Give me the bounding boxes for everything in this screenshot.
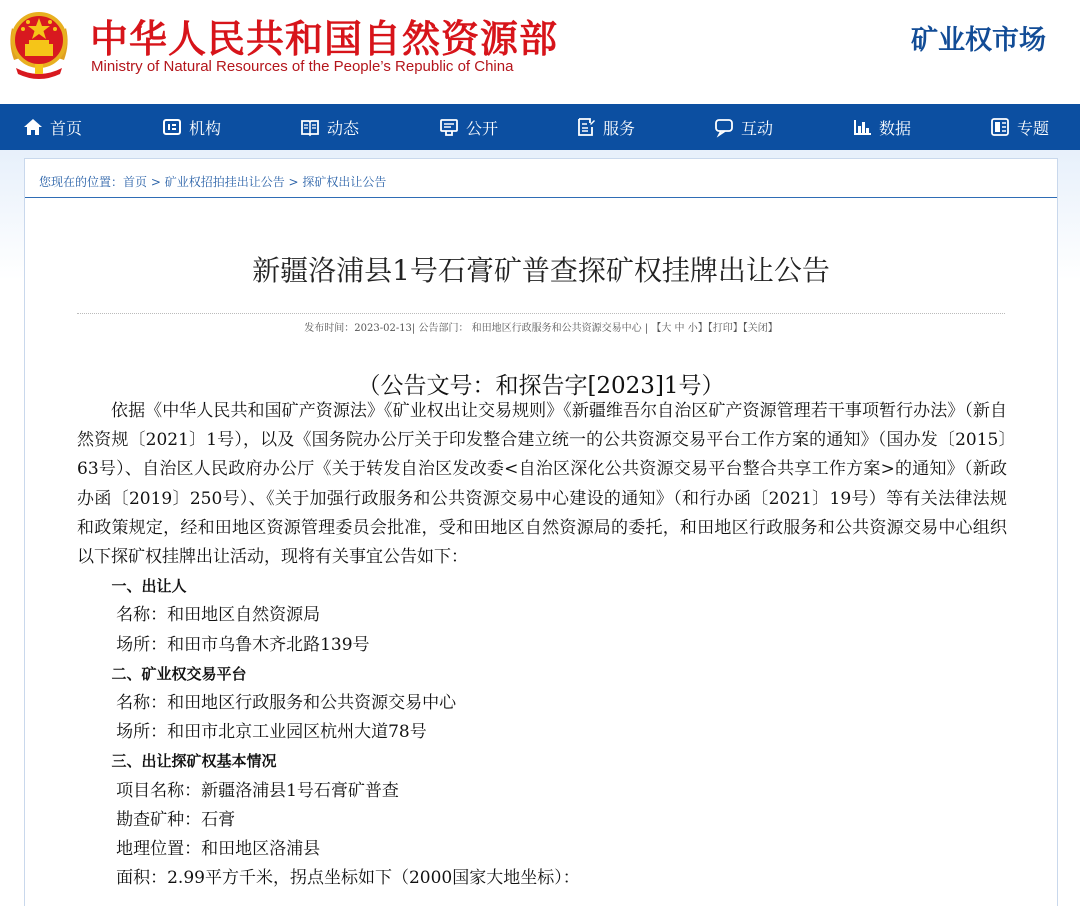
breadcrumb-prefix: 您现在的位置： bbox=[39, 175, 124, 189]
section-heading-transferor: 一、出让人 bbox=[111, 577, 187, 596]
geographic-location: 地理位置：和田地区洛浦县 bbox=[116, 839, 321, 860]
breadcrumb-separator: > bbox=[284, 175, 303, 189]
nav-item-disclosure[interactable] bbox=[438, 104, 498, 150]
transferor-address: 场所：和田市乌鲁木齐北路139号 bbox=[116, 634, 370, 655]
breadcrumb-home-link[interactable]: 首页 bbox=[123, 175, 148, 189]
project-name: 项目名称：新疆洛浦县1号石膏矿普查 bbox=[116, 780, 399, 801]
nav-item-service[interactable] bbox=[575, 104, 635, 150]
nav-label: 公开 bbox=[466, 118, 499, 138]
chart-icon bbox=[851, 116, 873, 138]
breadcrumb-divider bbox=[25, 197, 1057, 198]
breadcrumb bbox=[39, 173, 386, 190]
mining-rights-market-title[interactable]: 矿业权市场 bbox=[911, 25, 1046, 56]
mineral-type: 勘查矿种：石膏 bbox=[116, 809, 236, 830]
intro-paragraph: 依据《中华人民共和国矿产资源法》《矿业权出让交易规则》《新疆维吾尔自治区矿产资源管理若干事项暂行办法》（新自然资规〔2021〕1号），以及《国务院办公厅关于印发整合建立统一的公共资源交易平台工作方案的通知》（国办发〔2015〕63号）、自治区人民政府办公厅《关于转发自治区发改委<自治区深化公共资源交易平台整合共享工作方案>的通知》（新政办函〔2019〕250号）、《关于加强行政服务和公共资源交易中心建设的通知》（和行办函〔2021〕19号）等有关法律法规和政策规定，经和田地区资源管理委员会批准，受和田地区自然资源局的委托，和田地区行政服务和公共资源交易中心组织以下探矿权挂牌出让活动，现将有关事宜公告如下： bbox=[77, 401, 1007, 568]
nav-item-interaction[interactable] bbox=[713, 104, 773, 150]
nav-label: 专题 bbox=[1017, 118, 1050, 138]
nav-item-org[interactable] bbox=[161, 104, 221, 150]
article-body bbox=[77, 397, 1007, 893]
document-number: （公告文号：和探告字[2023]1号） bbox=[357, 373, 725, 399]
news-icon bbox=[299, 116, 321, 138]
article-meta: 发布时间：2023-02-13| 公告部门： 和田地区行政服务和公共资源交易中心 | 【大 中 小】【打印】【关闭】 bbox=[304, 323, 778, 334]
nav-label: 数据 bbox=[879, 118, 912, 138]
section-heading-basic-info: 三、出让探矿权基本情况 bbox=[111, 752, 277, 771]
org-icon bbox=[161, 116, 183, 138]
site-header bbox=[0, 0, 1080, 104]
platform-address: 场所：和田市北京工业园区杭州大道78号 bbox=[116, 722, 427, 743]
breadcrumb-level1-link[interactable]: 矿业权招拍挂出让公告 bbox=[164, 175, 285, 189]
main-nav bbox=[0, 104, 1080, 150]
nav-label: 互动 bbox=[741, 118, 774, 138]
section-heading-platform: 二、矿业权交易平台 bbox=[111, 664, 247, 683]
nav-label: 服务 bbox=[603, 118, 636, 138]
article-title: 新疆洛浦县1号石膏矿普查探矿权挂牌出让公告 bbox=[252, 254, 830, 287]
nav-item-data[interactable] bbox=[851, 104, 911, 150]
ministry-english-title: Ministry of Natural Resources of the People’s Republic of China bbox=[91, 58, 514, 75]
nav-item-news[interactable] bbox=[299, 104, 359, 150]
platform-name: 名称：和田地区行政服务和公共资源交易中心 bbox=[116, 693, 457, 714]
service-icon bbox=[575, 116, 597, 138]
title-divider bbox=[77, 313, 1005, 314]
nav-label: 动态 bbox=[327, 118, 360, 138]
topic-icon bbox=[989, 116, 1011, 138]
area-info: 面积：2.99平方千米，拐点坐标如下（2000国家大地坐标）： bbox=[116, 868, 580, 889]
disclosure-icon bbox=[438, 116, 460, 138]
nav-item-topics[interactable] bbox=[989, 104, 1049, 150]
home-icon bbox=[22, 116, 44, 138]
transferor-name: 名称：和田地区自然资源局 bbox=[116, 605, 321, 626]
chat-icon bbox=[713, 116, 735, 138]
national-emblem-logo[interactable] bbox=[4, 4, 74, 80]
nav-item-home[interactable] bbox=[22, 104, 82, 150]
breadcrumb-separator: > bbox=[147, 175, 165, 189]
breadcrumb-level2-link[interactable]: 探矿权出让公告 bbox=[302, 175, 387, 189]
ministry-title[interactable]: 中华人民共和国自然资源部 bbox=[90, 17, 559, 61]
content-panel bbox=[24, 158, 1058, 906]
nav-label: 首页 bbox=[50, 118, 83, 138]
nav-label: 机构 bbox=[189, 118, 222, 138]
